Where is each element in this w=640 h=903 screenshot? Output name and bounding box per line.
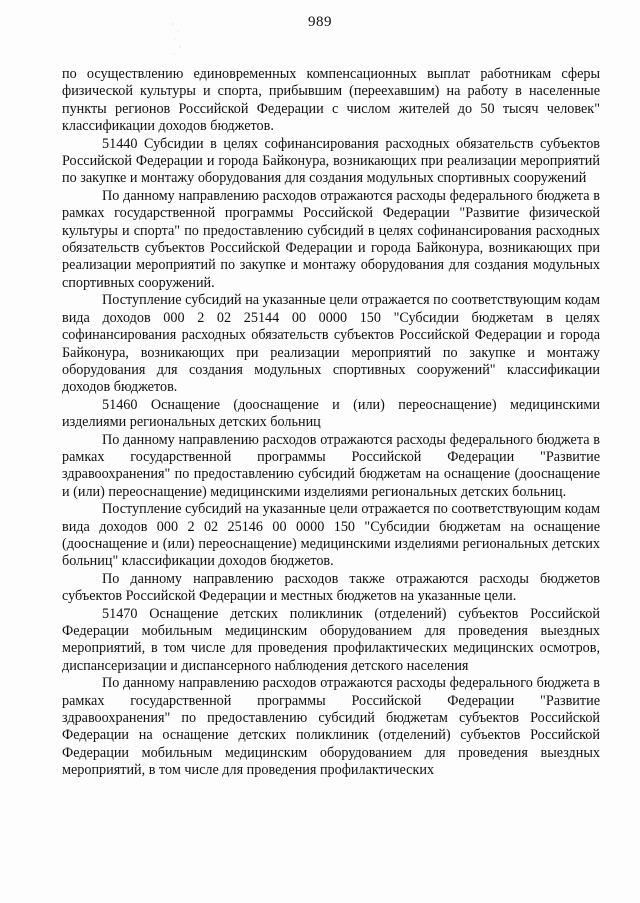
document-body — [62, 66, 600, 780]
paragraph: Поступление субсидий на указанные цели отражается по соответствующим кодам вида доходов 000 2 02 25144 00 0000 150 "Субсидии бюджетам в целях софинансирования расходных обязательств субъектов Российской Федерации и города Байконура, возникающих при реализации мероприятий по закупке и монтажу оборудования для создания модульных спортивных сооружений" классификации доходов бюджетов. — [62, 292, 600, 396]
paragraph: По данному направлению расходов отражаются расходы федерального бюджета в рамках государственной программы Российской Федерации "Развитие физической культуры и спорта" по предоставлению субсидий в целях софинансирования расходных обязательств субъектов Российской Федерации и города Байконура, возникающих при реализации мероприятий по закупке и монтажу оборудования для создания модульных спортивных сооружений. — [62, 187, 600, 291]
paragraph: По данному направлению расходов также отражаются расходы бюджетов субъектов Российской Федерации и местных бюджетов на указанные цели. — [62, 570, 600, 605]
paragraph: По данному направлению расходов отражаются расходы федерального бюджета в рамках государственной программы Российской Федерации "Развитие здравоохранения" по предоставлению субсидий бюджетам на оснащение (дооснащение и (или) переоснащение) медицинскими изделиями региональных детских больниц. — [62, 431, 600, 500]
section-heading-51460: 51460 Оснащение (дооснащение и (или) переоснащение) медицинскими изделиями региональных детских больниц — [62, 396, 600, 431]
paragraph: Поступление субсидий на указанные цели отражается по соответствующим кодам вида доходов 000 2 02 25146 00 0000 150 "Субсидии бюджетам на оснащение (дооснащение и (или) переоснащение) медицинскими изделиями региональных детских больниц" классификации доходов бюджетов. — [62, 501, 600, 570]
paragraph: По данному направлению расходов отражаются расходы федерального бюджета в рамках государственной программы Российской Федерации "Развитие здравоохранения" по предоставлению субсидий бюджетам субъектов Российской Федерации на оснащение детских поликлиник (отделений) субъектов Российской Федерации мобильным медицинским оборудованием для проведения выездных мероприятий, в том числе для проведения профилактических — [62, 675, 600, 779]
paragraph: по осуществлению единовременных компенсационных выплат работникам сферы физической культуры и спорта, прибывшим (переехавшим) на работу в населенные пункты регионов Российской Федерации с числом жителей до 50 тысяч человек" классификации доходов бюджетов. — [62, 66, 600, 135]
page-number: 989 — [308, 14, 332, 30]
section-heading-51440: 51440 Субсидии в целях софинансирования расходных обязательств субъектов Российской Федерации и города Байконура, возникающих при реализации мероприятий по закупке и монтажу оборудования для создания модульных спортивных сооружений — [62, 135, 600, 187]
section-heading-51470: 51470 Оснащение детских поликлиник (отделений) субъектов Российской Федерации мобильным медицинским оборудованием для проведения выездных мероприятий, в том числе для проведения профилактических медицинских осмотров, диспансеризации и диспансерного наблюдения детского населения — [62, 605, 600, 674]
